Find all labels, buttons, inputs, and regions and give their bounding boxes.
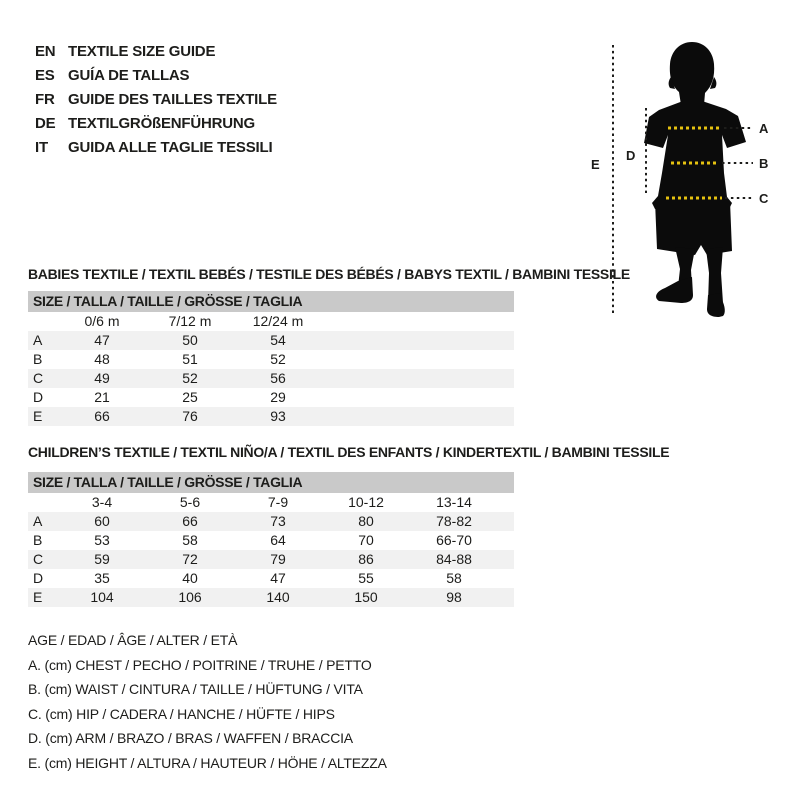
table-row	[28, 388, 514, 407]
table-row	[28, 512, 514, 531]
table-cell: 49	[94, 370, 110, 386]
table-cell: 60	[94, 513, 110, 529]
language-row	[35, 64, 277, 88]
table-cell: 106	[178, 589, 202, 605]
table-corner-cell	[28, 312, 58, 331]
language-code: IT	[35, 139, 48, 156]
table-cell: 47	[94, 332, 110, 348]
language-code: DE	[35, 115, 56, 132]
table-cell: 64	[270, 532, 286, 548]
table-cell: 76	[182, 408, 198, 424]
legend-item-hip: C. (cm) HIP / CADERA / HANCHE / HÜFTE / HIPS	[28, 705, 335, 722]
table-column-header-row	[28, 493, 514, 512]
row-label: E	[33, 408, 43, 424]
row-label: B	[33, 351, 43, 367]
language-row	[35, 136, 277, 160]
table-cell: 59	[94, 551, 110, 567]
table-cell: 35	[94, 570, 110, 586]
table-cell: 70	[358, 532, 374, 548]
language-title: GUÍA DE TALLAS	[68, 67, 190, 84]
table-cell: 48	[94, 351, 110, 367]
size-header-bar: SIZE / TALLA / TAILLE / GRÖSSE / TAGLIA	[28, 472, 514, 493]
language-title-list	[35, 40, 277, 160]
column-header: 5-6	[179, 494, 201, 510]
table-cell: 50	[182, 332, 198, 348]
language-title: TEXTILE SIZE GUIDE	[68, 43, 216, 60]
table-cell: 72	[182, 551, 198, 567]
language-title: GUIDE DES TAILLES TEXTILE	[68, 91, 277, 108]
table-cell: 53	[94, 532, 110, 548]
table-row	[28, 350, 514, 369]
legend-item-height: E. (cm) HEIGHT / ALTURA / HAUTEUR / HÖHE / ALTEZZA	[28, 754, 387, 771]
figure-label-a: A	[759, 121, 769, 136]
legend-item-arm: D. (cm) ARM / BRAZO / BRAS / WAFFEN / BRACCIA	[28, 730, 353, 746]
language-code: ES	[35, 67, 55, 84]
table-cell: 73	[270, 513, 286, 529]
language-code: EN	[35, 43, 56, 60]
child-silhouette-icon	[644, 42, 746, 317]
table-row	[28, 407, 514, 426]
table-cell: 56	[270, 370, 286, 386]
row-label: D	[33, 389, 44, 405]
table-cell: 66-70	[436, 532, 472, 548]
column-header: 0/6 m	[84, 313, 120, 329]
language-title: TEXTILGRÖßENFÜHRUNG	[68, 115, 256, 132]
size-header-bar: SIZE / TALLA / TAILLE / GRÖSSE / TAGLIA	[28, 291, 514, 312]
figure-label-d: D	[626, 148, 636, 163]
row-label: B	[33, 532, 43, 548]
row-label: D	[33, 570, 44, 586]
legend-item-waist: B. (cm) WAIST / CINTURA / TAILLE / HÜFTUNG / VITA	[28, 681, 363, 697]
language-row	[35, 112, 277, 136]
table-cell: 55	[358, 570, 374, 586]
children-section-title: CHILDREN’S TEXTILE / TEXTIL NIÑO/A / TEXTIL DES ENFANTS / KINDERTEXTIL / BAMBINI TESSILE	[28, 444, 670, 460]
table-cell: 51	[182, 351, 198, 367]
legend-age-line: AGE / EDAD / ÂGE / ALTER / ETÀ	[28, 632, 238, 648]
language-code: FR	[35, 91, 55, 108]
table-cell: 66	[182, 513, 198, 529]
table-cell: 98	[446, 589, 462, 605]
language-row	[35, 40, 277, 64]
table-cell: 47	[270, 570, 286, 586]
table-row	[28, 369, 514, 388]
table-row	[28, 588, 514, 607]
figure-label-e: E	[591, 157, 600, 172]
row-label: E	[33, 589, 43, 605]
column-header: 12/24 m	[252, 313, 304, 329]
table-cell: 58	[446, 570, 462, 586]
table-cell: 79	[270, 551, 286, 567]
legend-item-chest: A. (cm) CHEST / PECHO / POITRINE / TRUHE / PETTO	[28, 656, 372, 673]
column-header: 13-14	[436, 494, 472, 510]
table-cell: 93	[270, 408, 286, 424]
table-cell: 66	[94, 408, 110, 424]
row-label: A	[33, 332, 43, 348]
table-cell: 29	[270, 389, 286, 405]
table-column-header-row	[28, 312, 514, 331]
table-row	[28, 331, 514, 350]
babies-section-title: BABIES TEXTILE / TEXTIL BEBÉS / TESTILE DES BÉBÉS / BABYS TEXTIL / BAMBINI TESSILE	[28, 266, 630, 282]
babies-size-table	[28, 291, 514, 426]
table-cell: 104	[90, 589, 114, 605]
column-header: 3-4	[91, 494, 113, 510]
table-cell: 25	[182, 389, 198, 405]
table-cell: 52	[270, 351, 286, 367]
language-row	[35, 88, 277, 112]
table-cell: 84-88	[436, 551, 472, 567]
table-cell: 86	[358, 551, 374, 567]
row-label: C	[33, 370, 44, 386]
column-header: 7/12 m	[168, 313, 212, 329]
table-cell: 52	[182, 370, 198, 386]
table-cell: 150	[354, 589, 378, 605]
table-cell: 80	[358, 513, 374, 529]
table-row	[28, 569, 514, 588]
measurement-legend	[28, 628, 387, 775]
language-title: GUIDA ALLE TAGLIE TESSILI	[68, 139, 273, 156]
figure-label-b: B	[759, 156, 769, 171]
table-cell: 54	[270, 332, 286, 348]
row-label: C	[33, 551, 44, 567]
table-row	[28, 550, 514, 569]
table-corner-cell	[28, 493, 58, 512]
children-size-table	[28, 472, 514, 607]
row-label: A	[33, 513, 43, 529]
table-cell: 140	[266, 589, 290, 605]
table-cell: 40	[182, 570, 198, 586]
column-header: 7-9	[267, 494, 289, 510]
table-cell: 58	[182, 532, 198, 548]
table-cell: 78-82	[436, 513, 472, 529]
table-cell: 21	[94, 389, 110, 405]
column-header: 10-12	[348, 494, 384, 510]
figure-label-c: C	[759, 191, 769, 206]
table-row	[28, 531, 514, 550]
